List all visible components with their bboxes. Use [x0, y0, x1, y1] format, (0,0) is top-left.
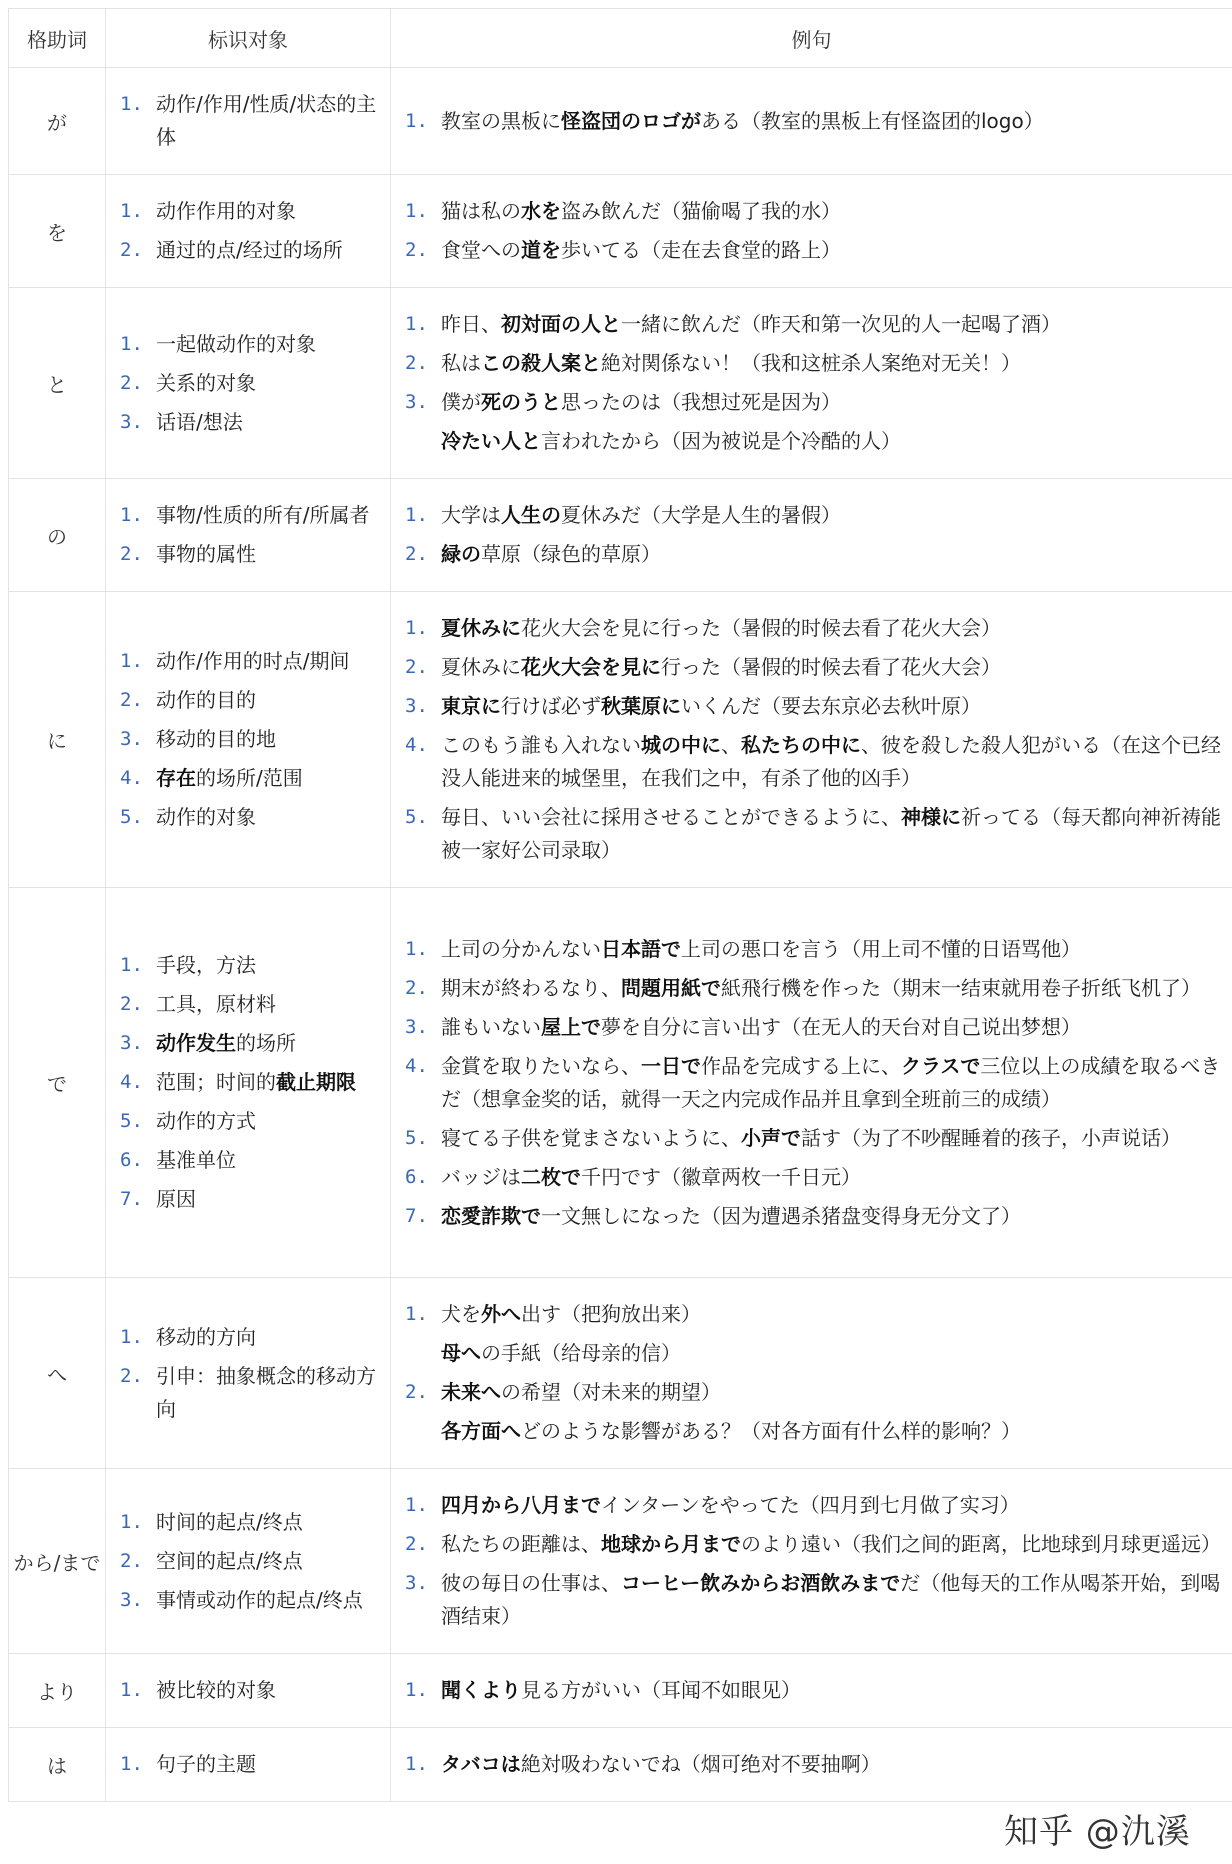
example-text: 誰もいない屋上で夢を自分に言い出す（在无人的天台对自己说出梦想） — [441, 1014, 1081, 1039]
particle-cell: は — [9, 1728, 106, 1802]
list-number: 1. — [405, 504, 428, 526]
example-item — [405, 1674, 1222, 1707]
example-text: 私たちの距離は、地球から月までのより遠い（我们之间的距离，比地球到月球更遥远） — [441, 1532, 1221, 1556]
particle-cell: の — [9, 479, 106, 592]
target-cell — [106, 288, 391, 479]
target-text: 范围；时间的截止期限 — [156, 1070, 356, 1094]
table-row — [9, 68, 1232, 175]
target-item — [120, 723, 380, 756]
list-number: 2. — [405, 1381, 428, 1403]
example-item — [405, 801, 1222, 867]
example-text: 金賞を取りたいなら、一日で作品を完成する上に、クラスで三位以上の成績を取るべきだ（想拿金奖的话，就得一天之内完成作品并且拿到全班前三的成绩） — [441, 1053, 1221, 1111]
table-row — [9, 1654, 1232, 1728]
target-item — [120, 1183, 380, 1216]
example-item — [405, 972, 1222, 1005]
example-cell — [391, 1728, 1232, 1802]
example-item — [405, 347, 1222, 380]
example-item — [405, 1748, 1222, 1781]
example-cell — [391, 288, 1232, 479]
example-text: 教室の黒板に怪盗団のロゴがある（教室的黒板上有怪盗团的logo） — [441, 108, 1044, 133]
list-number: 2. — [120, 689, 143, 711]
list-number: 5. — [120, 1110, 143, 1132]
example-item — [405, 651, 1222, 684]
example-item — [405, 195, 1222, 228]
list-number: 2. — [120, 239, 143, 261]
list-number: 1. — [405, 1753, 428, 1775]
example-item — [405, 690, 1222, 723]
target-text: 通过的点/经过的场所 — [156, 238, 343, 262]
target-item — [120, 1360, 380, 1426]
example-text: 猫は私の水を盗み飲んだ（猫偷喝了我的水） — [441, 199, 841, 223]
list-number: 1. — [120, 650, 143, 672]
table-row — [9, 1728, 1232, 1802]
target-text: 引申：抽象概念的移动方向 — [156, 1363, 376, 1421]
target-item — [120, 499, 380, 532]
example-cell — [391, 479, 1232, 592]
target-cell — [106, 175, 391, 288]
example-item — [405, 538, 1222, 571]
example-item — [405, 1161, 1222, 1194]
example-item — [405, 425, 1222, 458]
particle-cell: に — [9, 592, 106, 888]
example-cell — [391, 1469, 1232, 1654]
target-cell — [106, 1654, 391, 1728]
header-example: 例句 — [391, 9, 1232, 68]
example-item — [405, 1050, 1222, 1116]
particle-cell: より — [9, 1654, 106, 1728]
example-text: 四月から八月までインターンをやってた（四月到七月做了实习） — [441, 1493, 1020, 1517]
target-cell — [106, 1728, 391, 1802]
list-number: 1. — [120, 1325, 143, 1348]
example-item — [405, 234, 1222, 267]
example-text: 恋愛詐欺で一文無しになった（因为遭遇杀猪盘变得身无分文了） — [441, 1203, 1021, 1228]
table-row — [9, 1278, 1232, 1469]
example-item — [405, 1337, 1222, 1370]
example-text: 冷たい人と言われたから（因为被说是个冷酷的人） — [441, 429, 901, 453]
list-number: 1. — [405, 109, 428, 132]
list-number: 5. — [405, 806, 428, 828]
target-text: 时间的起点/终点 — [156, 1509, 303, 1534]
example-cell — [391, 1654, 1232, 1728]
table-row — [9, 288, 1232, 479]
list-number: 2. — [405, 543, 428, 565]
target-text: 存在的场所/范围 — [156, 766, 303, 790]
example-text: バッジは二枚で千円です（徽章两枚一千日元） — [441, 1164, 861, 1189]
table-body — [9, 68, 1232, 1802]
target-text: 事物的属性 — [156, 542, 256, 566]
list-number: 3. — [405, 1015, 428, 1038]
list-number: 5. — [405, 1126, 428, 1149]
target-text: 动作的目的 — [156, 688, 256, 712]
list-number: 2. — [405, 239, 428, 261]
example-cell — [391, 68, 1232, 175]
particle-cell: へ — [9, 1278, 106, 1469]
target-text: 动作的对象 — [156, 805, 256, 829]
target-item — [120, 1748, 380, 1781]
list-number: 1. — [405, 1679, 428, 1701]
list-number: 3. — [405, 391, 428, 413]
example-text: 彼の毎日の仕事は、コーヒー飲みからお酒飲みまでだ（他每天的工作从喝茶开始，到喝酒结束） — [441, 1571, 1221, 1628]
table-header-row — [9, 9, 1232, 68]
list-number: 1. — [120, 954, 143, 976]
list-number: 2. — [405, 656, 428, 678]
target-item — [120, 762, 380, 795]
list-number: 2. — [405, 976, 428, 999]
target-item — [120, 538, 380, 571]
list-number: 4. — [120, 767, 143, 789]
target-item — [120, 1506, 380, 1539]
target-cell — [106, 592, 391, 888]
target-item — [120, 645, 380, 678]
example-text: 聞くより見る方がいい（耳闻不如眼见） — [441, 1678, 801, 1702]
list-number: 2. — [120, 1364, 143, 1387]
list-number: 1. — [405, 617, 428, 639]
list-number: 4. — [405, 1054, 428, 1077]
target-text: 动作/作用/性质/状态的主体 — [156, 92, 377, 149]
example-item — [405, 105, 1222, 138]
list-number: 1. — [120, 332, 143, 355]
target-text: 被比较的对象 — [156, 1678, 276, 1702]
table-row — [9, 479, 1232, 592]
list-number: 3. — [120, 1588, 143, 1611]
example-text: 母への手紙（给母亲的信） — [441, 1341, 681, 1365]
target-cell — [106, 1278, 391, 1469]
target-item — [120, 1674, 380, 1707]
example-text: 期末が終わるなり、問題用紙で紙飛行機を作った（期末一结束就用卷子折纸飞机了） — [441, 975, 1201, 1000]
target-text: 空间的起点/终点 — [156, 1548, 303, 1573]
example-item — [405, 499, 1222, 532]
target-text: 动作作用的对象 — [156, 199, 296, 223]
example-text: 東京に行けば必ず秋葉原にいくんだ（要去东京必去秋叶原） — [441, 694, 981, 718]
target-item — [120, 801, 380, 834]
example-text: タバコは絶対吸わないでね（烟可绝对不要抽啊） — [441, 1752, 881, 1776]
example-cell — [391, 175, 1232, 288]
example-item — [405, 612, 1222, 645]
particle-cell: と — [9, 288, 106, 479]
zhihu-logo: 知乎 @氿溪 — [1004, 1812, 1191, 1852]
example-item — [405, 1489, 1222, 1522]
list-number: 2. — [120, 371, 143, 394]
example-item — [405, 1376, 1222, 1409]
list-number: 7. — [405, 1204, 428, 1227]
list-number: 2. — [120, 993, 143, 1015]
table-row — [9, 1469, 1232, 1654]
target-item — [120, 328, 380, 361]
particle-cell: から/まで — [9, 1469, 106, 1654]
target-text: 动作/作用的时点/期间 — [156, 649, 350, 673]
list-number: 3. — [405, 695, 428, 717]
list-number: 2. — [405, 1533, 428, 1555]
list-number: 1. — [120, 1753, 143, 1775]
example-text: 僕が死のうと思ったのは（我想过死是因为） — [441, 390, 841, 414]
particle-cell: で — [9, 888, 106, 1278]
list-number: 7. — [120, 1188, 143, 1210]
target-item — [120, 1105, 380, 1138]
list-number: 4. — [120, 1071, 143, 1093]
target-text: 动作发生的场所 — [156, 1031, 296, 1055]
list-number: 3. — [120, 410, 143, 433]
list-number: 2. — [120, 543, 143, 565]
example-text: 寝てる子供を覚まさないように、小声で話す（为了不吵醒睡着的孩子，小声说话） — [441, 1125, 1181, 1150]
target-text: 动作的方式 — [156, 1109, 256, 1133]
header-target: 标识对象 — [106, 9, 391, 68]
target-cell — [106, 888, 391, 1278]
target-text: 事物/性质的所有/所属者 — [156, 503, 370, 527]
list-number: 2. — [120, 1549, 143, 1572]
example-text: 食堂への道を歩いてる（走在去食堂的路上） — [441, 238, 841, 262]
example-text: 昨日、初対面の人と一緒に飲んだ（昨天和第一次见的人一起喝了酒） — [441, 312, 1061, 336]
list-number: 1. — [120, 200, 143, 222]
example-text: 夏休みに花火大会を見に行った（暑假的时候去看了花火大会） — [441, 616, 1001, 640]
list-number: 1. — [405, 200, 428, 222]
example-item — [405, 1415, 1222, 1448]
example-text: 夏休みに花火大会を見に行った（暑假的时候去看了花火大会） — [441, 655, 1001, 679]
target-text: 句子的主题 — [156, 1752, 256, 1776]
target-text: 移动的方向 — [156, 1324, 256, 1349]
target-item — [120, 367, 380, 400]
target-item — [120, 949, 380, 982]
target-item — [120, 1584, 380, 1617]
target-item — [120, 1066, 380, 1099]
target-cell — [106, 1469, 391, 1654]
header-particle: 格助词 — [9, 9, 106, 68]
particle-cell: が — [9, 68, 106, 175]
list-number: 4. — [405, 734, 428, 756]
list-number: 6. — [405, 1165, 428, 1188]
target-item — [120, 684, 380, 717]
target-text: 话语/想法 — [156, 409, 243, 434]
example-text: このもう誰も入れない城の中に、私たちの中に、彼を殺した殺人犯がいる（在这个已经没人能进来的城堡里，在我们之中，有杀了他的凶手） — [441, 733, 1221, 790]
example-text: 犬を外へ出す（把狗放出来） — [441, 1302, 701, 1326]
target-item — [120, 1027, 380, 1060]
list-number: 6. — [120, 1149, 143, 1171]
target-text: 原因 — [156, 1187, 196, 1211]
target-text: 一起做动作的对象 — [156, 331, 316, 356]
target-text: 移动的目的地 — [156, 727, 276, 751]
example-item — [405, 386, 1222, 419]
list-number: 1. — [405, 1303, 428, 1325]
example-cell — [391, 592, 1232, 888]
example-text: 毎日、いい会社に採用させることができるように、神様に祈ってる（每天都向神祈祷能被一家好公司录取） — [441, 805, 1221, 862]
list-number: 5. — [120, 806, 143, 828]
target-text: 工具，原材料 — [156, 992, 276, 1016]
example-item — [405, 1567, 1222, 1633]
list-number: 1. — [405, 1494, 428, 1516]
example-text: 大学は人生の夏休みだ（大学是人生的暑假） — [441, 503, 841, 527]
list-number: 1. — [405, 937, 428, 960]
table-row — [9, 175, 1232, 288]
table-row — [9, 888, 1232, 1278]
target-text: 关系的对象 — [156, 370, 256, 395]
example-text: 私はこの殺人案と絶対関係ない！（我和这桩杀人案绝对无关！） — [441, 351, 1021, 375]
table-row — [9, 592, 1232, 888]
example-text: 各方面へどのような影響がある？（对各方面有什么样的影响？） — [441, 1419, 1021, 1443]
list-number: 3. — [120, 728, 143, 750]
target-item — [120, 234, 380, 267]
target-item — [120, 88, 380, 154]
example-item — [405, 308, 1222, 341]
list-number: 1. — [120, 504, 143, 526]
target-item — [120, 1321, 380, 1354]
target-cell — [106, 68, 391, 175]
particle-table — [8, 8, 1232, 1802]
list-number: 1. — [120, 1679, 143, 1701]
target-text: 事情或动作的起点/终点 — [156, 1587, 363, 1612]
example-item — [405, 1011, 1222, 1044]
example-text: 未来への希望（对未来的期望） — [441, 1380, 721, 1404]
target-item — [120, 406, 380, 439]
target-item — [120, 988, 380, 1021]
list-number: 1. — [405, 313, 428, 335]
list-number: 2. — [405, 352, 428, 374]
example-item — [405, 729, 1222, 795]
example-item — [405, 1200, 1222, 1233]
list-number: 1. — [120, 93, 143, 115]
example-item — [405, 1528, 1222, 1561]
list-number: 1. — [120, 1510, 143, 1533]
example-cell — [391, 1278, 1232, 1469]
target-item — [120, 1545, 380, 1578]
example-cell — [391, 888, 1232, 1278]
example-item — [405, 933, 1222, 966]
target-text: 手段，方法 — [156, 953, 256, 977]
target-item — [120, 195, 380, 228]
list-number: 3. — [120, 1032, 143, 1054]
example-text: 緑の草原（绿色的草原） — [441, 542, 661, 566]
target-cell — [106, 479, 391, 592]
list-number: 3. — [405, 1572, 428, 1594]
example-item — [405, 1298, 1222, 1331]
example-item — [405, 1122, 1222, 1155]
particle-cell: を — [9, 175, 106, 288]
target-item — [120, 1144, 380, 1177]
example-text: 上司の分かんない日本語で上司の悪口を言う（用上司不懂的日语骂他） — [441, 936, 1081, 961]
target-text: 基准单位 — [156, 1148, 236, 1172]
